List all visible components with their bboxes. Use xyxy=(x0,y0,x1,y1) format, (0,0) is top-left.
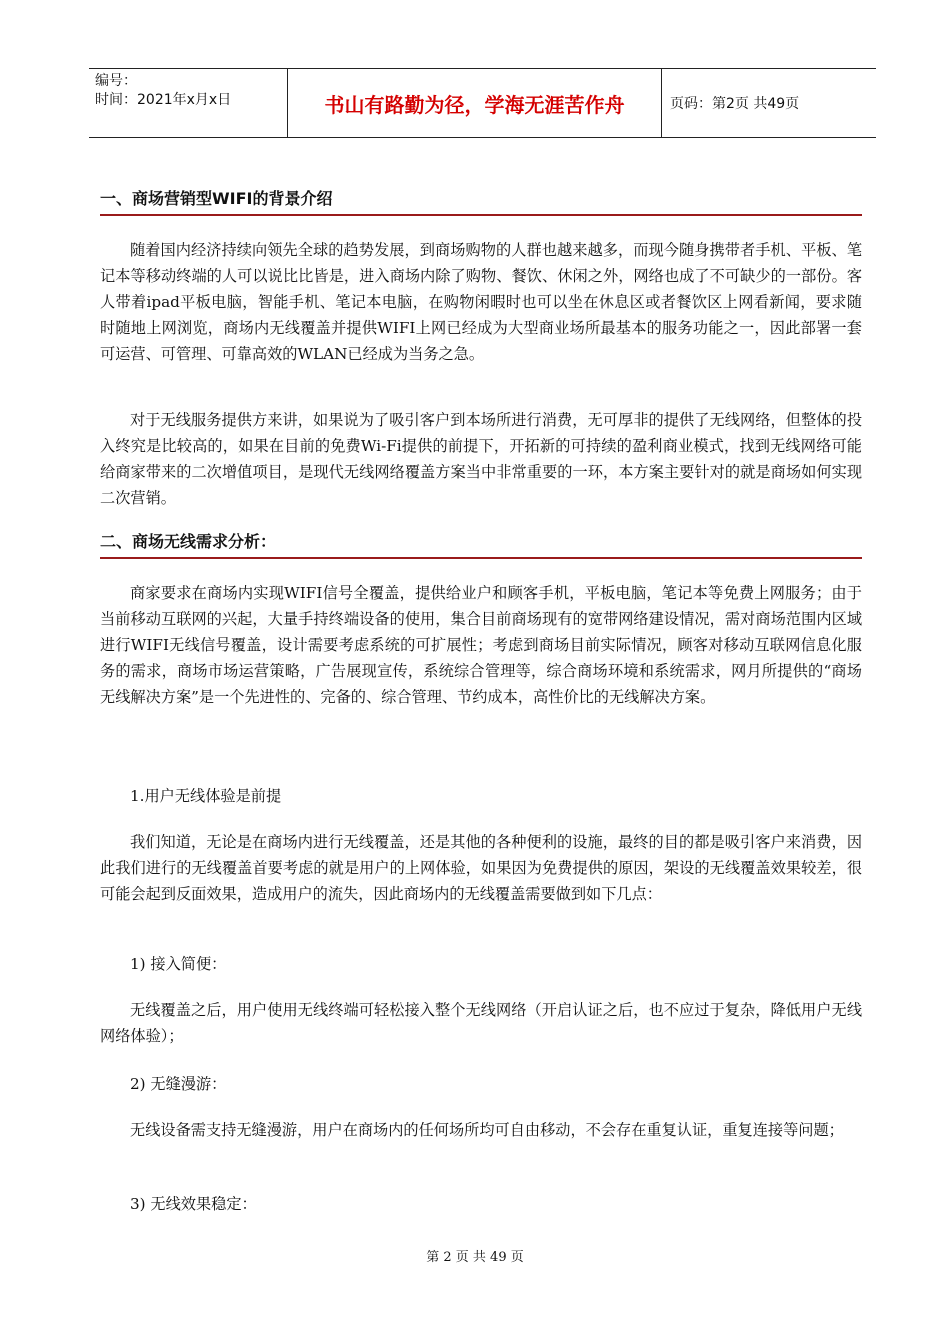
paragraph-background-2: 对于无线服务提供方来讲，如果说为了吸引客户到本场所进行消费，无可厚非的提供了无线网络，但整体的投入终究是比较高的，如果在目前的免费Wi-Fi提供的前提下，开拓新的可持续的盈利商业模式，找到无线网络可能给商家带来的二次增值项目，是现代无线网络覆盖方案当中非常重要的一环，本方案主要针对的就是商场如何实现二次营销。 xyxy=(100,411,862,507)
section-title-background: 一、商场营销型WIFI的背景介绍 xyxy=(100,188,862,216)
paragraph-easy-access: 无线覆盖之后，用户使用无线终端可轻松接入整个无线网络（开启认证之后，也不应过于复杂，降低用户无线网络体验）； xyxy=(100,1001,862,1045)
page-footer: 第 2 页 共 49 页 xyxy=(426,1250,524,1265)
list-item-easy-access: 1) 接入简便： xyxy=(130,955,227,973)
subheading-user-experience: 1.用户无线体验是前提 xyxy=(130,787,282,805)
header-motto: 书山有路勤为径，学海无涯苦作舟 xyxy=(287,69,662,137)
page-header xyxy=(89,68,876,138)
paragraph-user-experience: 我们知道，无论是在商场内进行无线覆盖，还是其他的各种便利的设施，最终的目的都是吸引客户来消费，因此我们进行的无线覆盖首要考虑的就是用户的上网体验，如果因为免费提供的原因，架设的无线覆盖效果较差，很可能会起到反面效果，造成用户的流失，因此商场内的无线覆盖需要做到如下几点： xyxy=(100,833,862,903)
paragraph-background-1: 随着国内经济持续向领先全球的趋势发展，到商场购物的人群也越来越多，而现今随身携带者手机、平板、笔记本等移动终端的人可以说比比皆是，进入商场内除了购物、餐饮、休闲之外，网络也成了不可缺少的一部份。客人带着ipad平板电脑，智能手机、笔记本电脑，在购物闲暇时也可以坐在休息区或者餐饮区上网看新闻，要求随时随地上网浏览，商场内无线覆盖并提供WIFI上网已经成为大型商业场所最基本的服务功能之一，因此部署一套可运营、可管理、可靠高效的WLAN已经成为当务之急。 xyxy=(100,241,862,363)
header-meta xyxy=(89,69,287,137)
header-page-label: 页码：第2页 共49页 xyxy=(670,96,800,112)
time-label: 时间：2021年x月x日 xyxy=(95,92,232,108)
list-item-seamless-roaming: 2) 无缝漫游： xyxy=(130,1075,227,1093)
list-item-stable-wireless: 3) 无线效果稳定： xyxy=(130,1195,257,1213)
section-title-requirements: 二、商场无线需求分析： xyxy=(100,531,862,559)
paragraph-seamless-roaming: 无线设备需支持无缝漫游，用户在商场内的任何场所均可自由移动，不会存在重复认证，重复连接等问题； xyxy=(130,1121,844,1139)
number-label: 编号： xyxy=(95,73,137,89)
paragraph-requirements: 商家要求在商场内实现WIFI信号全覆盖，提供给业户和顾客手机，平板电脑，笔记本等免费上网服务；由于当前移动互联网的兴起，大量手持终端设备的使用，集合目前商场现有的宽带网络建设情况，需对商场范围内区域进行WIFI无线信号覆盖，设计需要考虑系统的可扩展性；考虑到商场目前实际情况，顾客对移动互联网信息化服务的需求，商场市场运营策略，广告展现宣传，系统综合管理等，综合商场环境和系统需求，网月所提供的“商场无线解决方案”是一个先进性的、完备的、综合管理、节约成本，高性价比的无线解决方案。 xyxy=(100,584,862,706)
